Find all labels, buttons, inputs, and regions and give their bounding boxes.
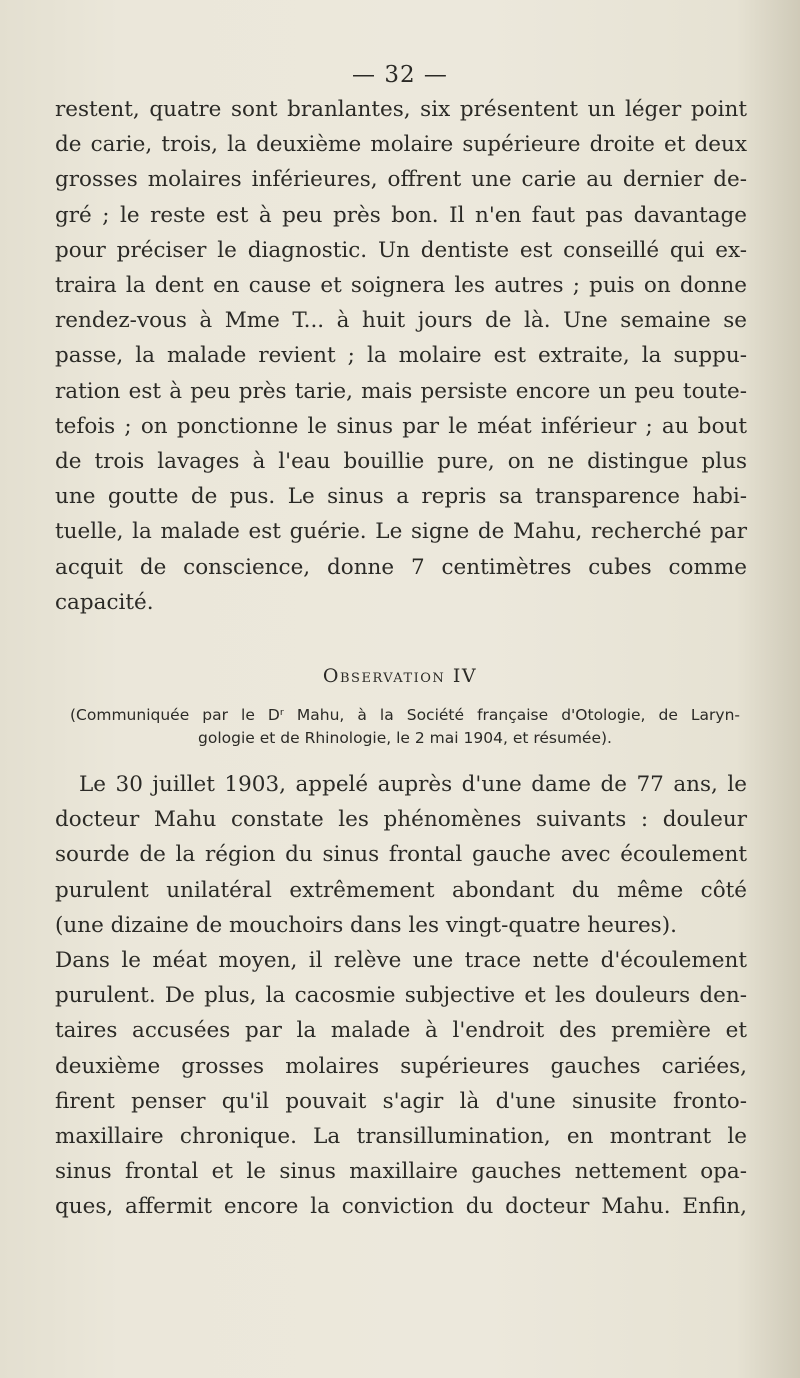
section-heading: Observation IV <box>322 665 478 687</box>
text-line: restent, quatre sont branlantes, six présentent un léger point <box>55 97 747 122</box>
page-number: — 32 — <box>352 62 448 88</box>
text-line: firent penser qu'il pouvait s'agir là d'une sinusite fronto- <box>55 1088 747 1114</box>
note-line: gologie et de Rhinologie, le 2 mai 1904, et résumée). <box>198 729 612 747</box>
text-line: rendez-vous à Mme T... à huit jours de là. Une semaine se <box>55 308 747 334</box>
text-line: Dans le méat moyen, il relève une trace nette d'écoulement <box>55 948 747 974</box>
text-line: (une dizaine de mouchoirs dans les vingt-quatre heures). <box>55 912 677 938</box>
text-line: docteur Mahu constate les phénomènes suivants : douleur <box>55 807 747 833</box>
text-line: purulent. De plus, la cacosmie subjective et les douleurs den- <box>55 983 747 1009</box>
text-line: deuxième grosses molaires supérieures gauches cariées, <box>55 1053 747 1079</box>
text-line: ration est à peu près tarie, mais persiste encore un peu toute- <box>55 378 747 404</box>
text-line: acquit de conscience, donne 7 centimètres cubes comme <box>55 554 747 580</box>
paragraph-1 <box>55 92 747 620</box>
text-line: une goutte de pus. Le sinus a repris sa transparence habi- <box>55 484 747 510</box>
text-line: maxillaire chronique. La transillumination, en montrant le <box>55 1124 747 1150</box>
text-line: de carie, trois, la deuxième molaire supérieure droite et deux <box>55 132 747 158</box>
text-line: taires accusées par la malade à l'endroit des première et <box>55 1018 747 1044</box>
text-line: purulent unilatéral extrêmement abondant du même côté <box>55 877 747 903</box>
text-line: traira la dent en cause et soignera les autres ; puis on donne <box>55 273 747 299</box>
text-line: Le 30 juillet 1903, appelé auprès d'une dame de 77 ans, le <box>79 772 747 797</box>
text-line: sourde de la région du sinus frontal gauche avec écoulement <box>55 842 747 868</box>
text-line: ques, affermit encore la conviction du docteur Mahu. Enfin, <box>55 1194 747 1220</box>
text-line: gré ; le reste est à peu près bon. Il n'en faut pas davantage <box>55 202 747 228</box>
text-line: pour préciser le diagnostic. Un dentiste est conseillé qui ex- <box>55 237 747 263</box>
text-line: passe, la malade revient ; la molaire est extraite, la suppu- <box>55 343 747 369</box>
text-line: capacité. <box>55 589 154 615</box>
text-line: de trois lavages à l'eau bouillie pure, on ne distingue plus <box>55 449 747 475</box>
text-line: tefois ; on ponctionne le sinus par le méat inférieur ; au bout <box>55 413 747 439</box>
text-line: grosses molaires inférieures, offrent une carie au dernier de- <box>55 167 747 193</box>
communication-note <box>70 704 740 750</box>
paragraph-2 <box>55 767 747 1225</box>
note-line: (Communiquée par le Dʳ Mahu, à la Société française d'Otologie, de Laryn- <box>70 706 740 724</box>
text-line: tuelle, la malade est guérie. Le signe de Mahu, recherché par <box>55 519 747 545</box>
text-line: sinus frontal et le sinus maxillaire gauches nettement opa- <box>55 1159 747 1185</box>
